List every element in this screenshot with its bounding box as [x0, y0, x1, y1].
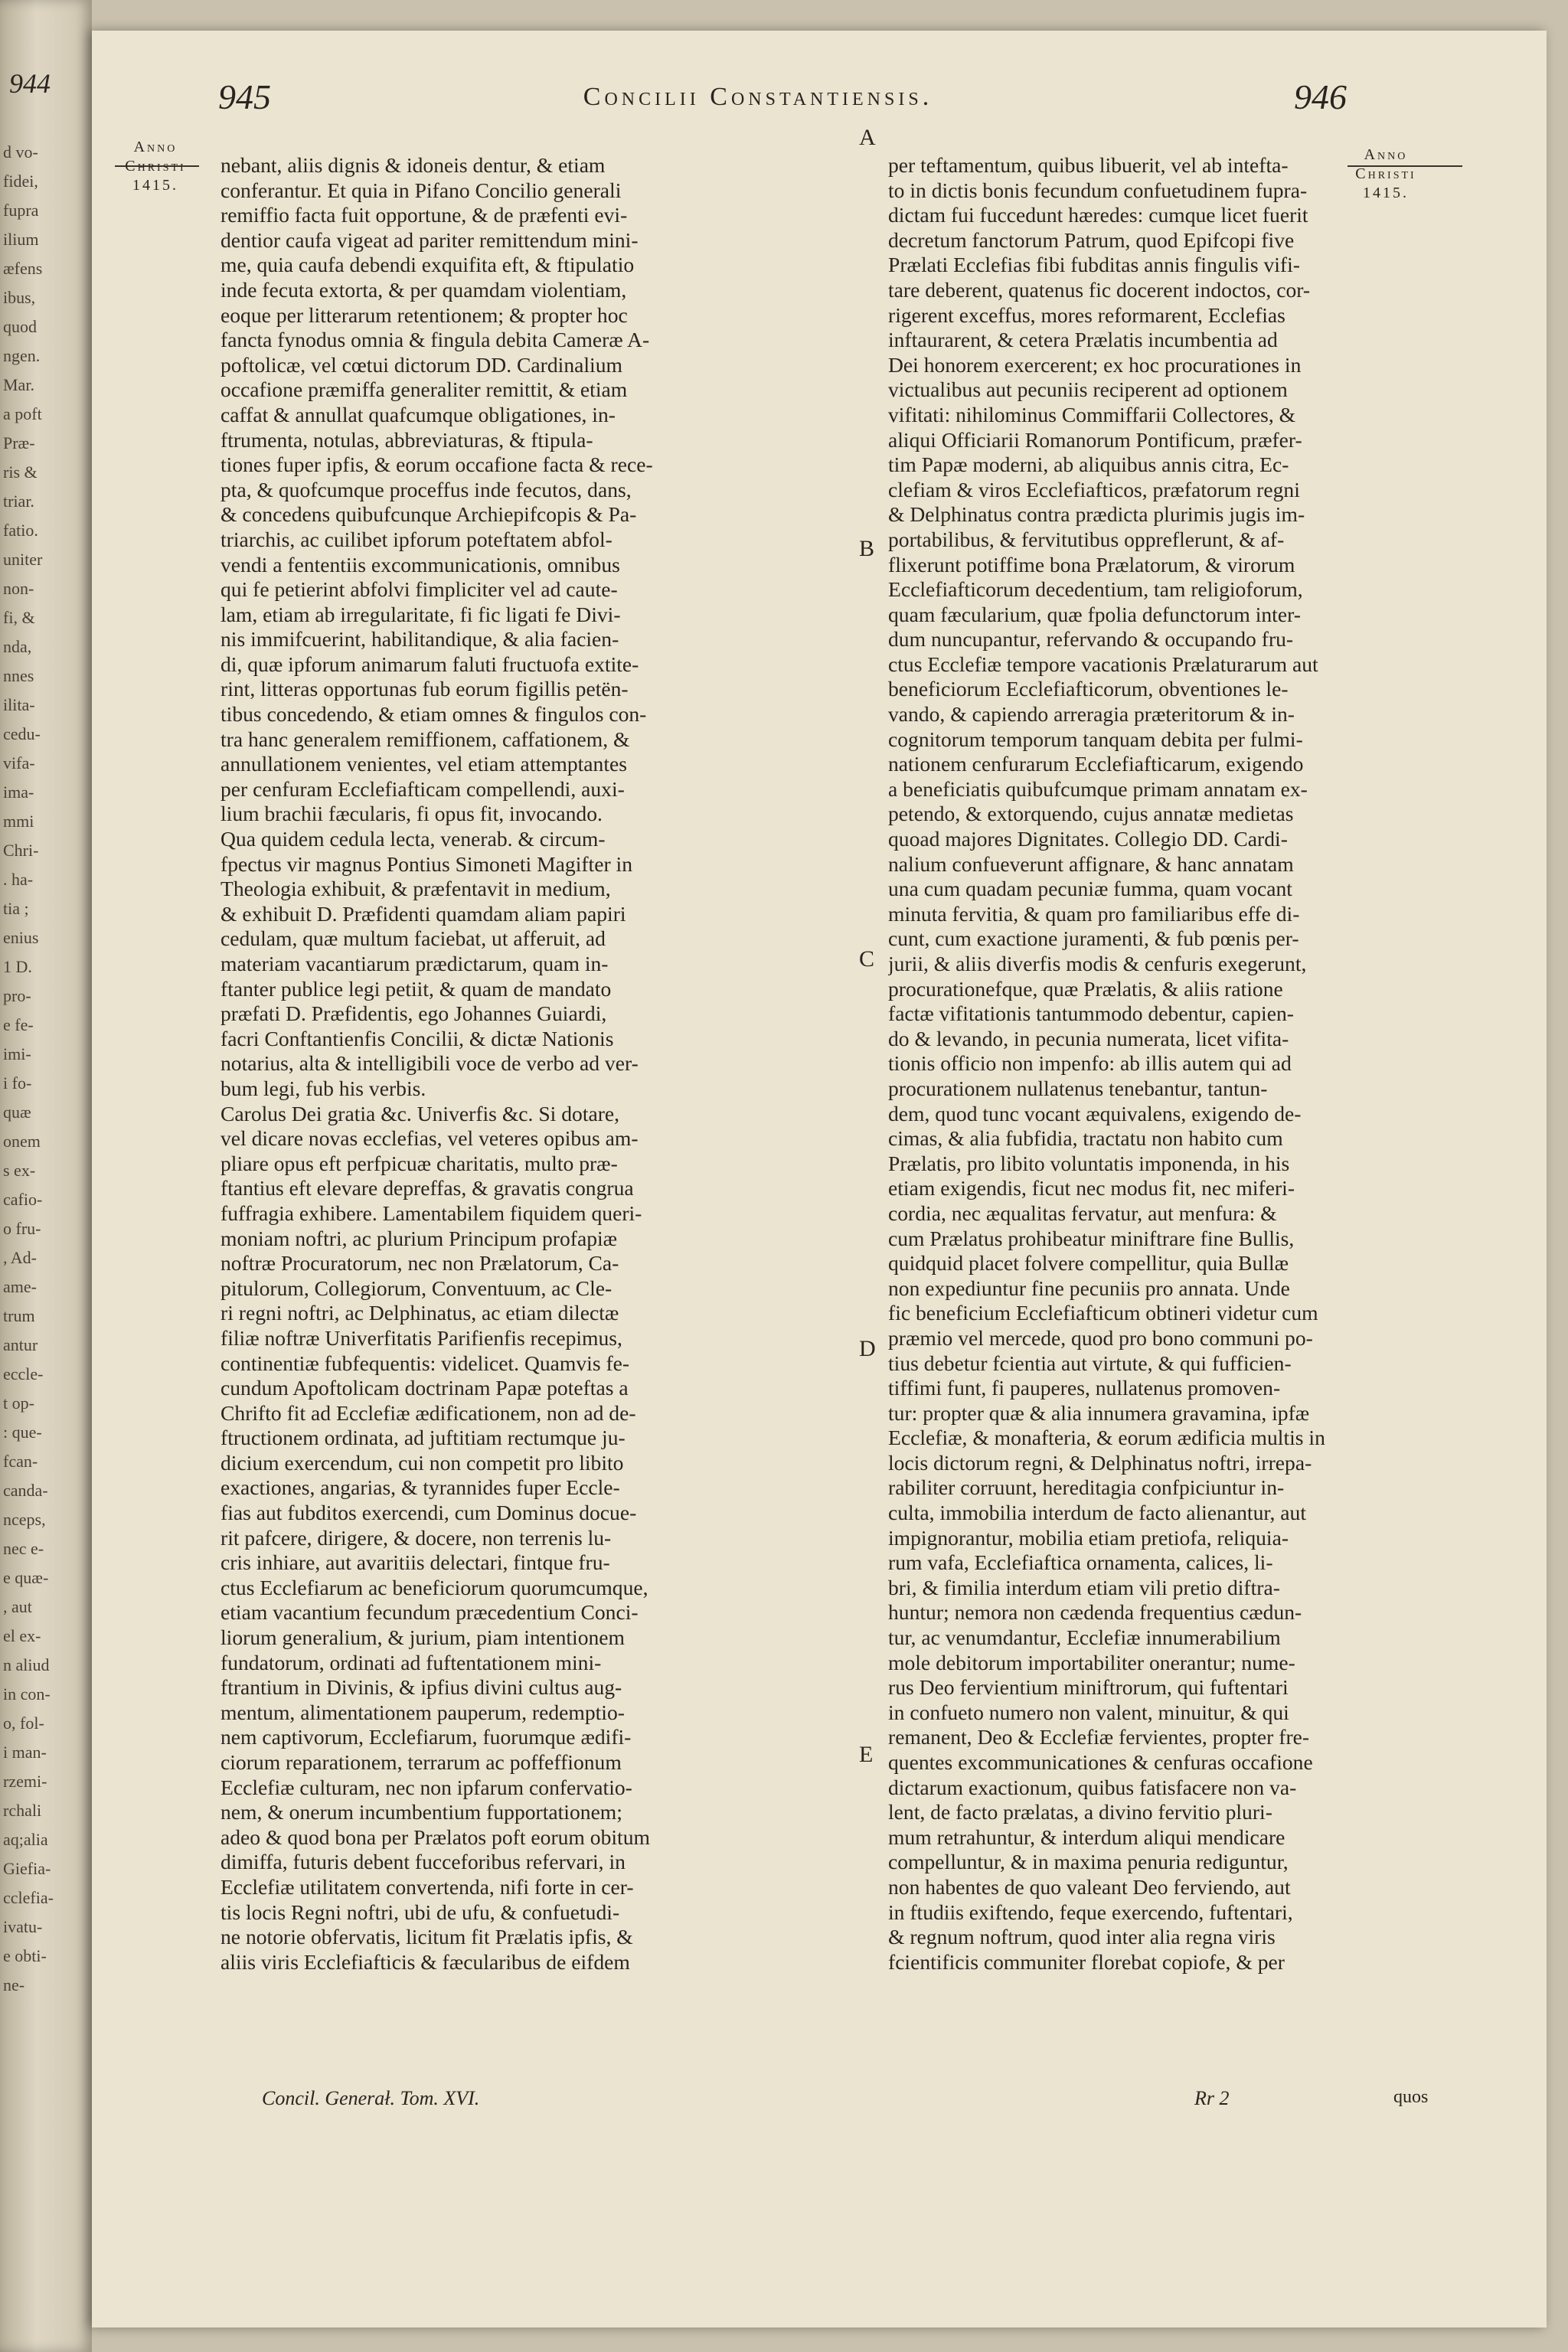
- text-line: occafione præmiffa generaliter remittit, & etiam: [220, 377, 628, 402]
- text-line: rum vafa, Ecclefiaftica ornamenta, calices, li-: [888, 1550, 1273, 1575]
- text-line: dimiffa, futuris debent fucceforibus refervari, in: [220, 1850, 626, 1874]
- text-line: dum nuncupantur, refervando & occupando fru-: [888, 627, 1294, 652]
- text-line: per teftamentum, quibus libuerit, vel ab intefta-: [888, 153, 1289, 177]
- text-line: quentes excommunicationes & cenfuras occafione: [888, 1750, 1313, 1774]
- text-line: poftolicæ, vel cœtui dictorum DD. Cardinalium: [220, 352, 622, 377]
- text-line: tra hanc generalem remiffionem, caffationem, &: [220, 727, 630, 751]
- side-note-line: Christi: [125, 158, 186, 175]
- text-line: nem captivorum, Ecclefiarum, fuorumque ædifi-: [220, 1725, 632, 1749]
- text-line: tur, ac venumdantur, Ecclefiæ innumerabilium: [888, 1625, 1281, 1650]
- text-line: Ecclefiæ, & monafteria, & eorum ædificia multis in: [888, 1426, 1325, 1450]
- text-line: filiæ noftræ Univerfitatis Parifienfis recepimus,: [220, 1325, 622, 1350]
- text-line: nceps,: [3, 1510, 46, 1529]
- text-line: Qua quidem cedula lecta, venerab. & circum-: [220, 827, 606, 851]
- text-line: quæ: [3, 1102, 31, 1122]
- text-line: cris inhiare, aut avaritiis delectari, fintque fru-: [220, 1550, 610, 1575]
- text-line: non expediuntur fine pecuniis pro annata. Unde: [888, 1276, 1290, 1300]
- text-line: lent, de facto prælatas, a divino fervitio pluri-: [888, 1800, 1272, 1824]
- text-line: ilita-: [3, 695, 35, 714]
- text-line: compelluntur, & in maxima penuria rediguntur,: [888, 1850, 1289, 1874]
- text-line: t op-: [3, 1393, 34, 1413]
- text-line: pliare opus eft perfpicuæ charitatis, multo præ-: [220, 1151, 618, 1175]
- text-line: petendo, & extorquendo, cujus annatæ medietas: [888, 802, 1294, 826]
- text-line: nda,: [3, 637, 32, 656]
- text-line: tionis officio non impenfo: ab illis autem qui ad: [888, 1051, 1292, 1076]
- text-line: s ex-: [3, 1161, 36, 1180]
- text-line: cafio-: [3, 1190, 43, 1209]
- text-line: aliqui Officiarii Romanorum Pontificum, præfer-: [888, 427, 1302, 452]
- text-line: Giefia-: [3, 1859, 51, 1878]
- margin-letter-b: B: [859, 536, 875, 561]
- footer-signature: Concil. Generał. Tom. XVI.: [262, 2087, 480, 2109]
- text-line: fi, &: [3, 608, 35, 627]
- text-line: æfens: [3, 259, 43, 278]
- text-line: fupra: [3, 201, 39, 220]
- text-line: fpectus vir magnus Pontius Simoneti Magifter in: [220, 851, 633, 876]
- text-line: procurationem nullatenus tenebantur, tantun-: [888, 1076, 1268, 1100]
- text-line: a beneficiatis quibufcumque primam annatam ex-: [888, 776, 1308, 801]
- text-line: Prælatis, pro libito voluntatis imponenda, in his: [888, 1151, 1290, 1175]
- text-line: ngen.: [3, 346, 41, 365]
- margin-letter-c: C: [859, 946, 875, 972]
- text-line: nnes: [3, 666, 34, 685]
- text-line: in con-: [3, 1684, 51, 1704]
- text-line: Præ-: [3, 433, 35, 452]
- text-line: lam, etiam ab irregularitate, fi fic ligati fe Divi-: [220, 602, 621, 626]
- text-line: dictarum exactionum, quibus fatisfacere non va-: [888, 1775, 1297, 1799]
- text-line: moniam noftri, ac plurium Principum profapiæ: [220, 1226, 618, 1250]
- footer-sheet-mark: Rr 2: [1194, 2087, 1230, 2109]
- text-line: vando, & capiendo arreragia præteritorum & in-: [888, 702, 1295, 727]
- text-line: exactiones, angarias, & tyrannides fuper Eccle-: [220, 1475, 620, 1500]
- text-line: e obti-: [3, 1946, 47, 1965]
- text-line: , aut: [3, 1597, 32, 1616]
- text-line: conferantur. Et quia in Pifano Concilio generali: [220, 178, 622, 202]
- text-line: locis dictorum regni, & Delphinatus noftri, irrepa-: [888, 1450, 1312, 1475]
- text-line: nem, & onerum incumbentium fupportationem;: [220, 1800, 622, 1824]
- text-line: Prælati Ecclefias fibi fubditas annis fingulis vifi-: [888, 253, 1300, 277]
- text-line: etiam exigendis, ficut nec modus fit, nec miferi-: [888, 1176, 1295, 1200]
- text-line: nebant, aliis dignis & idoneis dentur, & etiam: [220, 153, 606, 177]
- text-line: ciorum reparationem, terrarum ac poffeffionum: [220, 1750, 622, 1774]
- text-line: triar.: [3, 492, 34, 511]
- text-line: me, quia caufa debendi exquifita eft, & ftipulatio: [220, 253, 635, 277]
- text-line: vifitati: nihilominus Commiffarii Collectores, &: [888, 402, 1296, 426]
- text-line: mmi: [3, 812, 34, 831]
- text-line: & Delphinatus contra prædicta plurimis jugis im-: [888, 502, 1305, 527]
- text-line: fidei,: [3, 172, 38, 191]
- left-column: [220, 153, 848, 1975]
- text-line: fic beneficium Ecclefiafticum obtineri videtur cum: [888, 1301, 1318, 1325]
- text-line: cclefia-: [3, 1888, 54, 1907]
- text-line: Dei honorem exercerent; ex hoc procurationes in: [888, 352, 1302, 377]
- text-line: præmio vel mercede, quod pro bono communi po-: [888, 1325, 1313, 1350]
- text-line: quoad majores Dignitates. Collegio DD. Cardi-: [888, 827, 1288, 851]
- text-line: dictam fui fuccedunt hæredes: cumque licet fuerit: [888, 203, 1308, 227]
- text-line: , Ad-: [3, 1248, 37, 1267]
- running-title: Concilii Constantiensis.: [583, 83, 933, 111]
- text-line: ne-: [3, 1975, 25, 1994]
- text-line: præfati D. Præfidentis, ego Johannes Guiardi,: [220, 1001, 607, 1026]
- text-line: Ecclefiæ utilitatem convertenda, nifi forte in cer-: [220, 1874, 634, 1899]
- text-line: onem: [3, 1132, 41, 1151]
- text-line: fancta fynodus omnia & fingula debita Cameræ A-: [220, 328, 650, 352]
- text-line: Theologia exhibuit, & præfentavit in medium,: [220, 877, 611, 901]
- text-line: inftaurarent, & cetera Prælatis incumbentia ad: [888, 328, 1278, 352]
- text-line: ame-: [3, 1277, 37, 1296]
- text-line: aliis viris Ecclefiafticis & fæcularibus de eifdem: [220, 1949, 630, 1974]
- text-line: mum retrahuntur, & interdum aliqui mendicare: [888, 1824, 1285, 1849]
- text-line: clefiam & viros Ecclefiafticos, præfatorum regni: [888, 477, 1300, 501]
- text-line: per cenfuram Ecclefiafticam compellendi, auxi-: [220, 776, 625, 801]
- text-line: Ecclefiæ culturam, nec non ipfarum confervatio-: [220, 1775, 632, 1799]
- text-line: pitulorum, Collegiorum, Conventuum, ac Cle-: [220, 1276, 612, 1300]
- text-line: Chrifto fit ad Ecclefiæ ædificationem, non ad de-: [220, 1400, 636, 1425]
- text-line: ftrumenta, notulas, abbreviaturas, & ftipula-: [220, 427, 593, 452]
- text-line: tius debetur fcientia aut virtute, & qui fufficien-: [888, 1351, 1292, 1375]
- right-column: [888, 153, 1485, 1975]
- text-line: huntur; nemora non cædenda frequentius cædun-: [888, 1600, 1302, 1625]
- text-line: fcientificis communiter florebat copiofe, & per: [888, 1949, 1285, 1974]
- page-header: [9, 68, 1547, 130]
- text-line: Carolus Dei gratia &c. Univerfis &c. Si dotare,: [220, 1101, 620, 1125]
- text-line: notarius, alta & intelligibili voce de verbo ad ver-: [220, 1051, 639, 1076]
- text-line: cordia, nec æqualitas fervatur, aut menfura: &: [888, 1200, 1277, 1225]
- text-line: 1 D.: [3, 957, 32, 976]
- text-line: : que-: [3, 1423, 42, 1442]
- margin-letter-a: A: [859, 125, 876, 150]
- book-gutter: [0, 0, 92, 2352]
- text-line: tis locis Regni noftri, ubi de ufu, & confuetudi-: [220, 1900, 620, 1924]
- text-line: materiam vacantiarum prædictarum, quam in-: [220, 952, 609, 975]
- text-line: vifa-: [3, 753, 35, 773]
- text-line: dem, quod tunc vocant æquivalens, exigendo de-: [888, 1101, 1302, 1125]
- margin-letter-e: E: [859, 1742, 874, 1767]
- text-line: trum: [3, 1306, 35, 1325]
- text-line: non habentes de quo valeant Deo ferviendo, aut: [888, 1874, 1291, 1899]
- text-line: una cum quadam pecuniæ fumma, quam vocant: [888, 877, 1292, 901]
- text-line: annullationem venientes, vel etiam attemptantes: [220, 752, 628, 776]
- text-line: facri Conftantienfis Concilii, & dictæ Nationis: [220, 1026, 614, 1050]
- text-line: enius: [3, 928, 39, 947]
- gutter-page-number: 944: [9, 68, 51, 99]
- text-line: ftanter publice legi petiit, & quam de mandato: [220, 976, 612, 1001]
- side-note-line: Anno: [133, 139, 178, 155]
- text-line: remanent, Deo & Ecclefiæ fervientes, propter fre-: [888, 1725, 1310, 1749]
- text-line: ftantius eft elevare depreffas, & gravatis congrua: [220, 1176, 634, 1200]
- text-line: fatio.: [3, 521, 38, 540]
- text-line: do & levando, in pecunia numerata, licet vifita-: [888, 1026, 1289, 1050]
- text-line: ftructionem ordinata, ad juftitiam rectumque ju-: [220, 1426, 626, 1450]
- text-line: non-: [3, 579, 34, 598]
- text-line: tiones fuper ipfis, & eorum occafione facta & rece-: [220, 452, 653, 477]
- text-line: imi-: [3, 1044, 31, 1063]
- text-line: pta, & quofcumque proceffus inde fecutos, dans,: [220, 477, 632, 501]
- text-line: & regnum noftrum, quod inter alia regna viris: [888, 1925, 1276, 1949]
- text-line: i man-: [3, 1743, 47, 1762]
- text-line: rigerent exceffus, mores reformarent, Ecclefias: [888, 302, 1285, 327]
- text-line: fuffragia exhibere. Lamentabilem fiquidem queri-: [220, 1200, 642, 1225]
- text-line: i fo-: [3, 1073, 32, 1093]
- text-line: ris &: [3, 462, 38, 482]
- text-line: rus Deo fervientium miniftrorum, qui fuftentari: [888, 1675, 1289, 1700]
- text-line: ibus,: [3, 288, 36, 307]
- side-note-line: Christi: [1355, 165, 1416, 182]
- text-line: dentior caufa vigeat ad pariter remittendum mini-: [220, 227, 639, 252]
- text-line: jurii, & aliis diverfis modis & cenfuris exegerunt,: [888, 952, 1307, 975]
- text-line: quod: [3, 317, 37, 336]
- text-line: rit pafcere, dirigere, & docere, non terrenis lu-: [220, 1525, 612, 1550]
- side-note-left: [113, 138, 198, 195]
- text-line: fundatorum, ordinati ad fuftentationem mini-: [220, 1650, 602, 1674]
- text-line: d vo-: [3, 142, 38, 162]
- text-line: ctus Ecclefiarum ac beneficiorum quorumcumque,: [220, 1575, 648, 1599]
- page-number-left: 945: [218, 77, 271, 116]
- text-line: bri, & fimilia interdum etiam vili pretio diftra-: [888, 1575, 1280, 1599]
- text-line: ivatu-: [3, 1917, 43, 1936]
- text-line: cundum Apoftolicam doctrinam Papæ poteftas a: [220, 1376, 629, 1400]
- text-line: rzemi-: [3, 1772, 47, 1791]
- text-line: o, fol-: [3, 1713, 44, 1733]
- text-line: rabiliter corruunt, hereditagia confpiciuntur in-: [888, 1475, 1285, 1500]
- text-line: adeo & quod bona per Prælatos poft eorum obitum: [220, 1824, 650, 1849]
- text-line: tare deberent, quatenus fic docerent indoctos, cor-: [888, 277, 1311, 302]
- text-line: Chri-: [3, 841, 39, 860]
- text-line: flixerunt potiffime bona Prælatorum, & virorum: [888, 552, 1295, 577]
- text-line: cognitorum temporum tanquam debita per fulmi-: [888, 727, 1303, 751]
- text-line: ctus Ecclefiæ tempore vacationis Prælaturarum aut: [888, 652, 1318, 676]
- text-line: dicium exercendum, cui non competit pro libito: [220, 1450, 624, 1475]
- text-line: minuta fervitia, & quam pro familiaribus effe di-: [888, 901, 1300, 926]
- text-line: ri regni noftri, ac Delphinatus, ac etiam dilectæ: [220, 1301, 619, 1325]
- text-line: cimas, & alia fubfidia, tractatu non habito cum: [888, 1126, 1283, 1151]
- text-line: lium brachii fæcularis, fi opus fit, invocando.: [220, 802, 603, 826]
- text-line: eccle-: [3, 1364, 44, 1383]
- text-line: beneficiorum Ecclefiafticorum, obventiones le-: [888, 677, 1289, 701]
- text-line: n aliud: [3, 1655, 50, 1674]
- text-line: liorum generalium, & jurium, piam intentionem: [220, 1625, 626, 1650]
- text-line: nalium confueverunt affignare, & hanc annatam: [888, 851, 1294, 876]
- text-line: a poft: [3, 404, 42, 423]
- text-line: qui fe petierint abfolvi fimpliciter vel ad caute-: [220, 577, 618, 602]
- text-line: in ftudiis exiftendo, feque exercendo, fuftentari,: [888, 1900, 1293, 1924]
- text-line: tiffimi funt, fi pauperes, nullatenus promoven-: [888, 1376, 1281, 1400]
- text-line: tia ;: [3, 899, 29, 918]
- text-line: rchali: [3, 1801, 42, 1820]
- text-line: Ecclefiafticorum decedentium, tam religioforum,: [888, 577, 1303, 602]
- text-line: vendi a fententiis excommunicationis, omnibus: [220, 552, 620, 577]
- text-line: & exhibuit D. Præfidenti quamdam aliam papiri: [220, 901, 626, 926]
- text-line: e fe-: [3, 1015, 34, 1034]
- text-line: victualibus aut pecuniis reciperent ad optionem: [888, 377, 1288, 402]
- text-line: el ex-: [3, 1626, 41, 1645]
- text-line: antur: [3, 1335, 38, 1354]
- text-line: culta, immobilia interdum de facto alienantur, aut: [888, 1501, 1306, 1525]
- text-line: nationem cenfurarum Ecclefiafticarum, exigendo: [888, 752, 1304, 776]
- text-line: canda-: [3, 1481, 48, 1500]
- text-line: vel dicare novas ecclefias, vel veteres opibus am-: [220, 1126, 639, 1151]
- text-line: tibus concedendo, & etiam omnes & fingulos con-: [220, 702, 647, 727]
- text-line: cunt, cum exactione juramenti, & fub pœnis per-: [888, 926, 1299, 951]
- side-note-line: 1415.: [1363, 185, 1409, 201]
- page-number-right: 946: [1294, 77, 1347, 116]
- text-line: uniter: [3, 550, 43, 569]
- text-line: ftrantium in Divinis, & ipfius divini cultus aug-: [220, 1675, 622, 1700]
- text-line: impignorantur, mobilia etiam pretiofa, reliquia-: [888, 1525, 1289, 1550]
- catchword: quos: [1393, 2087, 1429, 2107]
- text-line: & concedens quibufcunque Archiepifcopis & Pa-: [220, 502, 637, 527]
- text-line: bum legi, fub his verbis.: [220, 1076, 426, 1100]
- text-line: in confueto numero non valent, minuitur, & qui: [888, 1700, 1289, 1724]
- text-line: cedu-: [3, 724, 41, 743]
- text-line: etiam vacantium fecundum præcedentium Conci-: [220, 1600, 639, 1625]
- text-line: ne notorie obfervatis, licitum fit Prælatis ipfis, &: [220, 1925, 633, 1949]
- text-line: Mar.: [3, 375, 34, 394]
- text-line: e quæ-: [3, 1568, 49, 1587]
- text-line: pro-: [3, 986, 31, 1005]
- text-line: mentum, alimentationem pauperum, redemptio-: [220, 1700, 625, 1724]
- text-line: fias aut fubditos exercendi, cum Dominus docue-: [220, 1501, 637, 1525]
- text-line: remiffio facta fuit opportune, & de præfenti evi-: [220, 203, 628, 227]
- text-line: caffat & annullat quafcumque obligationes, in-: [220, 402, 616, 426]
- text-line: continentiæ fubfequentis: videlicet. Quamvis fe-: [220, 1351, 630, 1375]
- side-note-line: Anno: [1364, 146, 1408, 163]
- text-line: quam fæcularium, quæ fpolia defunctorum inter-: [888, 602, 1301, 626]
- text-line: triarchis, ac cuilibet ipforum poteftatem abfol-: [220, 527, 612, 551]
- text-line: eoque per litterarum retentionem; & propter hoc: [220, 302, 628, 327]
- text-line: di, quæ ipforum animarum faluti fructuofa extite-: [220, 652, 639, 676]
- text-line: mole debitorum importabiliter onerantur; nume-: [888, 1650, 1295, 1674]
- text-line: quidquid placet folvere compellitur, quia Bullæ: [888, 1251, 1289, 1276]
- side-note-line: 1415.: [132, 177, 178, 194]
- text-line: cum Prælatus prohibeatur miniftrare fine Bullis,: [888, 1226, 1295, 1250]
- text-line: rint, litteras opportunas fub eorum figillis petën-: [220, 677, 629, 701]
- text-line: inde fecuta extorta, & per quamdam violentiam,: [220, 277, 627, 302]
- gutter-text: [3, 138, 86, 2000]
- text-line: factæ vifitationis tantummodo debentur, capien-: [888, 1001, 1294, 1026]
- text-line: tim Papæ moderni, ab aliquibus annis citra, Ec-: [888, 452, 1289, 477]
- text-line: nec e-: [3, 1539, 44, 1558]
- text-line: cedulam, quæ multum faciebat, ut afferuit, ad: [220, 926, 606, 951]
- text-line: decretum fanctorum Patrum, quod Epifcopi five: [888, 227, 1295, 252]
- text-line: tur: propter quæ & alia innumera gravamina, ipfæ: [888, 1400, 1310, 1425]
- text-line: fcan-: [3, 1452, 38, 1471]
- text-line: o fru-: [3, 1219, 41, 1238]
- text-line: ima-: [3, 782, 34, 802]
- text-line: aq;alia: [3, 1830, 48, 1849]
- text-line: to in dictis bonis fecundum confuetudinem fupra-: [888, 178, 1308, 202]
- text-line: procurationefque, quæ Prælatis, & aliis ratione: [888, 976, 1283, 1001]
- text-line: nis immifcuerint, habilitandique, & alia facien-: [220, 627, 619, 652]
- text-line: portabilibus, & fervitutibus oppreflerunt, & af-: [888, 527, 1285, 551]
- text-line: . ha-: [3, 870, 34, 889]
- margin-letter-d: D: [859, 1336, 876, 1361]
- text-line: ilium: [3, 230, 39, 249]
- text-line: noftræ Procuratorum, nec non Prælatorum, Ca-: [220, 1251, 619, 1276]
